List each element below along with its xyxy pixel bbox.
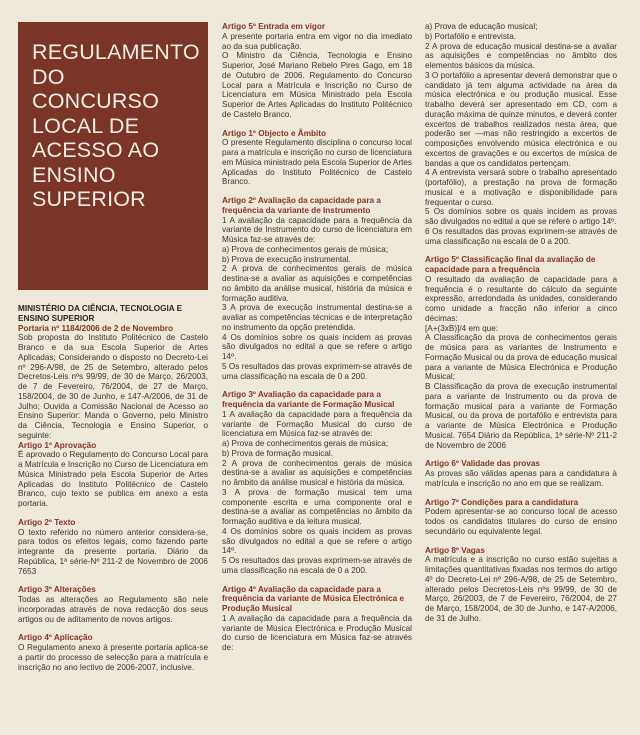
article-paragraph: 4 A entrevista versará sobre o trabalho apresentado (portafólio), a prestação na prova de formação musical e a motivação e disponibilidade para frequentar o curso.	[425, 168, 617, 207]
portaria-heading: Portaria nº 1184/2006 de 2 de Novembro	[18, 323, 173, 333]
preamble: Sob proposta do Instituto Politécnico de Castelo Branco e da sua Escola Superior de Artes Aplicadas; Considerando o disposto no Decreto-Lei nº 296-A/98, de 25 de Setembro, alterado pelos Decretos-Leis nºs 99/99, de 30 de Março, 26/2003, de 7 de Fevereiro, 76/2004, de 27 de Março, 158/2004, de 30 de Junho, e 147-A/2006, de 31 de Julho; Ouvida a Comissão Nacional de Acesso ao Ensino Superior: Manda o Governo, pelo Ministro da Ciência, Tecnologia e Ensino Superior, o seguinte:	[18, 333, 208, 440]
article-paragraph: 1 A avaliação da capacidade para a frequência da variante de Formação Musical do curso de licenciatura em Música faz-se através de:	[222, 409, 412, 439]
article-paragraph: b) Portafólio e entrevista.	[425, 31, 517, 41]
article-paragraph: O Ministro da Ciência, Tecnologia e Ensino Superior, José Mariano Rebelo Pires Gago, em 18 de Outubro de 2006. Regulamento do Concurso Local para a Matrícula e Inscrição no Curso de Licenciatura em Música Ministrado pela Escola Superior de Artes Aplicadas do Instituto Politécnico de Castelo Branco.	[222, 51, 412, 119]
article-heading: Artigo 8º Vagas	[425, 545, 485, 555]
article-heading: Artigo 2º Avaliação da capacidade para a frequência da variante de Instrumento	[222, 196, 381, 215]
column-2	[222, 22, 412, 653]
col3-articles	[425, 22, 617, 624]
article-paragraph: Todas as alterações ao Regulamento são nele incorporadas através de nova redacção dos seus artigos ou de aditamento de novos artigos.	[18, 595, 208, 624]
article-paragraph: A Classificação da prova de conhecimentos gerais de música para as variantes de Instrumento e Formação Musical ou da prova de educação musical para a variante de Música Electrónica e Produção Musical;	[425, 333, 617, 382]
article-paragraph: a) Prova de educação musical;	[425, 22, 538, 31]
article-heading: Artigo 3º Alterações	[18, 585, 96, 595]
article-paragraph: 3 A prova de execução instrumental destina-se a avaliar as competências técnicas e de interpretação no instrumento da opção pretendida.	[222, 303, 412, 332]
article-paragraph: O texto referido no número anterior considera-se, para todos os efeitos legais, como fazendo parte integrante da presente portaria. Diário da República, 1ª série-Nº 211-2 de Novembro de 2006 7653	[18, 527, 208, 576]
article-paragraph: A presente portaria entra em vigor no dia imediato ao da sua publicação.	[222, 31, 412, 51]
article-paragraph: 5 Os resultados das provas exprimem-se através de uma classificação na escala de 0 a 200.	[222, 556, 412, 575]
article-paragraph: 1 A avaliação da capacidade para a frequência da variante de Instrumento do curso de licenciatura em Música faz-se através de:	[222, 215, 412, 244]
article-paragraph: B Classificação da prova de execução instrumental para a variante de Instrumento ou da prova de formação musical para a variante de Formação Musical, ou da prova de portafólio e entrevista para a variante de Música Electrónica e Produção Musical. 7654 Diário da República, 1ª série-Nº 211-2 de Novembro de 2006	[425, 382, 617, 450]
article-paragraph: 3 O portafólio a apresentar deverá demonstrar que o candidato já tem alguma actividade na área da música electrónica e ou produção musical. Esse trabalho deverá ser apresentado em CD, com a duração máxima de quinze minutos, e deverá conter excertos de trabalhos realizados nesta área, que poderão ser —mas não restringido a excertos de composições envolvendo música electrónica e ou excertos de gravações e ou excertos de música de bandas a que os candidatos pertençam.	[425, 70, 617, 168]
article-heading: Artigo 5º Entrada em vigor	[222, 22, 326, 31]
article-paragraph: b) Prova de formação musical.	[222, 448, 334, 458]
article-paragraph: 2 A prova de educação musical destina-se a avaliar as aquisições e competências no âmbito dos elementos básicos da música.	[425, 41, 617, 70]
article-paragraph: O presente Regulamento disciplina o concurso local para a matrícula e inscrição no curso de licenciatura em Música ministrado pela Escola Superior de Artes Aplicadas do Instituto Politécnico de Castelo Branco.	[222, 138, 412, 187]
article-paragraph: As provas são válidas apenas para a candidatura à matrícula e inscrição no ano em que se realizam.	[425, 469, 617, 488]
column-3	[425, 22, 617, 624]
article-heading: Artigo 7º Condições para a candidatura	[425, 497, 579, 507]
article-heading: Artigo 5º Classificação final da avaliação de capacidade para a frequência	[425, 255, 596, 274]
article-paragraph: 2 A prova de conhecimentos gerais de música destina-se a avaliar as aquisições e competências no âmbito da análise musical, história da música e formação auditiva.	[222, 264, 412, 303]
article-paragraph: b) Prova de execução instrumental.	[222, 254, 351, 264]
article-paragraph: O resultado da avaliação de capacidade para a frequência é o resultante do cálculo da seguinte expressão, arredondada às unidades, considerando como unidade a fracção não inferior a cinco décimas:	[425, 274, 617, 323]
column-1	[18, 22, 208, 672]
article-paragraph: 4 Os domínios sobre os quais incidem as provas são divulgados no edital a que se refere o artigo 14º.	[222, 526, 412, 556]
article-paragraph: a) Prova de conhecimentos gerais de música;	[222, 244, 389, 254]
col2-articles	[222, 22, 412, 653]
article-heading: Artigo 1º Aprovação	[18, 440, 97, 450]
article-paragraph: 3 A prova de formação musical tem uma componente escrita e uma componente oral e destina-se a avaliar as competências no âmbito da formação auditiva e da leitura musical.	[222, 487, 412, 526]
article-paragraph: a) Prova de conhecimentos gerais de música;	[222, 439, 389, 448]
article-paragraph: 2 A prova de conhecimentos gerais de música destina-se a avaliar as aquisições e competências no âmbito da análise musical e história da música.	[222, 458, 412, 487]
article-paragraph: Podem apresentar-se ao concurso local de acesso todos os candidatos titulares do curso de ensino secundário ou equivalente legal.	[425, 507, 617, 536]
article-heading: Artigo 6º Validade das provas	[425, 459, 540, 469]
article-paragraph: [A+(3xB)]/4 em que:	[425, 323, 499, 333]
article-heading: Artigo 4º Avaliação da capacidade para a frequência da variante de Música Electrónica e Produção Musical	[222, 584, 405, 613]
article-paragraph: 5 Os resultados das provas exprimem-se através de uma classificação na escala de 0 a 200.	[222, 361, 412, 381]
article-heading: Artigo 2º Texto	[18, 517, 76, 527]
article-paragraph: 4 Os domínios sobre os quais incidem as provas são divulgados no edital a que se refere o artigo 14º.	[222, 332, 412, 361]
title-box	[18, 22, 208, 290]
page-title: REGULAMENTO DO CONCURSO LOCAL DE ACESSO AO ENSINO SUPERIOR	[32, 40, 200, 211]
article-paragraph: 5 Os domínios sobre os quais incidem as provas são divulgados no edital a que se refere o artigo 14º.	[425, 207, 617, 226]
col1-articles	[18, 441, 208, 673]
article-heading: Artigo 4º Aplicação	[18, 633, 93, 643]
article-paragraph: O Regulamento anexo à presente portaria aplica-se a partir do processo de selecção para a matrícula e inscrição no ano lectivo de 2006-2007, inclusive.	[18, 643, 208, 672]
ministry-heading: MINISTÉRIO DA CIÊNCIA, TECNOLOGIA E ENSINO SUPERIOR	[18, 304, 183, 323]
article-heading: Artigo 1º Objecto e Âmbito	[222, 128, 326, 138]
article-paragraph: 1 A avaliação da capacidade para a frequência da variante de Música Electrónica e Produção Musical do curso de licenciatura em Música faz-se através de:	[222, 613, 412, 652]
article-paragraph: A matrícula e a inscrição no curso estão sujeitas a limitações quantitativas fixadas nos termos do artigo 4º do Decreto-Lei nº 296-A/98, de 25 de Setembro, alterado pelos Decretos-Leis nºs 99/99, de 30 de Março, 26/2003, de 7 de Fevereiro, 76/2004, de 27 de Março, 158/2004, de 30 de Junho, e 147-A/2006, de 31 de Julho.	[425, 555, 617, 623]
article-paragraph: É aprovado o Regulamento do Concurso Local para a Matrícula e Inscrição no Curso de Licenciatura em Música Ministrado pela Escola Superior de Artes Aplicadas do Instituto Politécnico de Castelo Branco, cujo texto se publica em anexo a esta portaria.	[18, 450, 208, 508]
article-paragraph: 6 Os resultados das provas exprimem-se através de uma classificação na escala de 0 a 200.	[425, 226, 617, 246]
article-heading: Artigo 3º Avaliação da capacidade para a frequência da variante de Formação Musical	[222, 390, 395, 409]
